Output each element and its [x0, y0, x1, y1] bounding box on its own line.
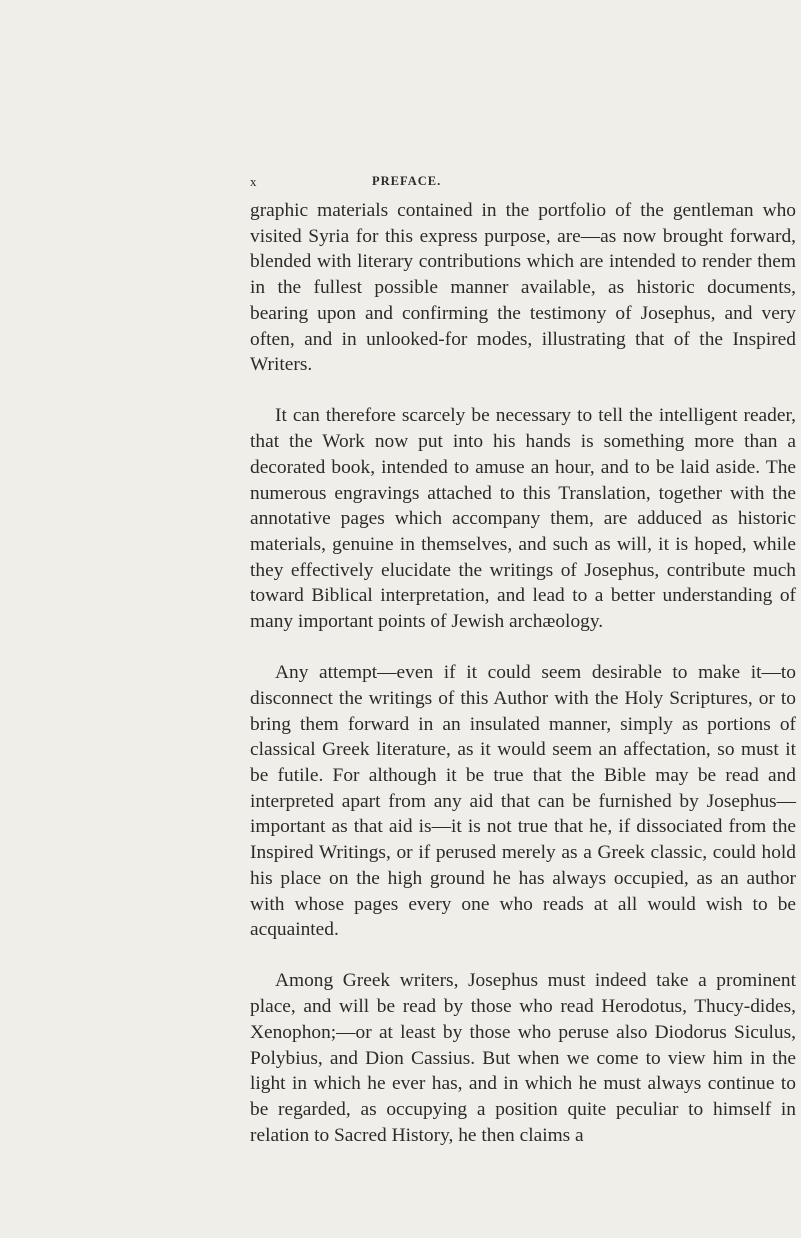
running-title: PREFACE.	[372, 174, 442, 188]
page-number: x	[250, 174, 257, 189]
paragraph: Any attempt—even if it could seem desirable to make it—to disconnect the writings of this Author with the Holy Scriptures, or to bring them forward in an insulated manner, simply as portions of classical Greek literature, as it would seem an affectation, so must it be futile. For although it be true that the Bible may be read and interpreted apart from any aid that can be furnished by Josephus— important as that aid is—it is not true that he, if dissociated from the Inspired Writings, or if perused merely as a Greek classic, could hold his place on the high ground he has always occupied, as an author with whose pages every one who reads at all would wish to be acquainted.	[250, 662, 796, 941]
running-head	[0, 174, 801, 194]
body-text	[250, 198, 796, 1174]
paragraph: It can therefore scarcely be necessary to tell the intelligent reader, that the Work now put into his hands is something more than a decorated book, intended to amuse an hour, and to be laid aside. The numerous engravings attached to this Translation, together with the annotative pages which accompany them, are adduced as historic materials, genuine in themselves, and such as will, it is hoped, while they effectively elucidate the writings of Josephus, contribute much toward Biblical interpretation, and lead to a better understanding of many important points of Jewish archæology.	[250, 405, 796, 633]
paragraph-continued: graphic materials contained in the portfolio of the gentleman who visited Syria for this express purpose, are—as now brought forward, blended with literary contributions which are intended to render them in the fullest possible manner available, as historic documents, bearing upon and confirming the testimony of Josephus, and very often, and in unlooked-for modes, illustrating that of the Inspired Writers.	[250, 200, 796, 376]
paragraph: Among Greek writers, Josephus must indeed take a prominent place, and will be read by those who read Herodotus, Thucy-dides, Xenophon;—or at least by those who peruse also Diodorus Siculus, Polybius, and Dion Cassius. But when we come to view him in the light in which he ever has, and in which he must always continue to be regarded, as occupying a position quite peculiar to himself in relation to Sacred History, he then claims a	[250, 970, 796, 1146]
